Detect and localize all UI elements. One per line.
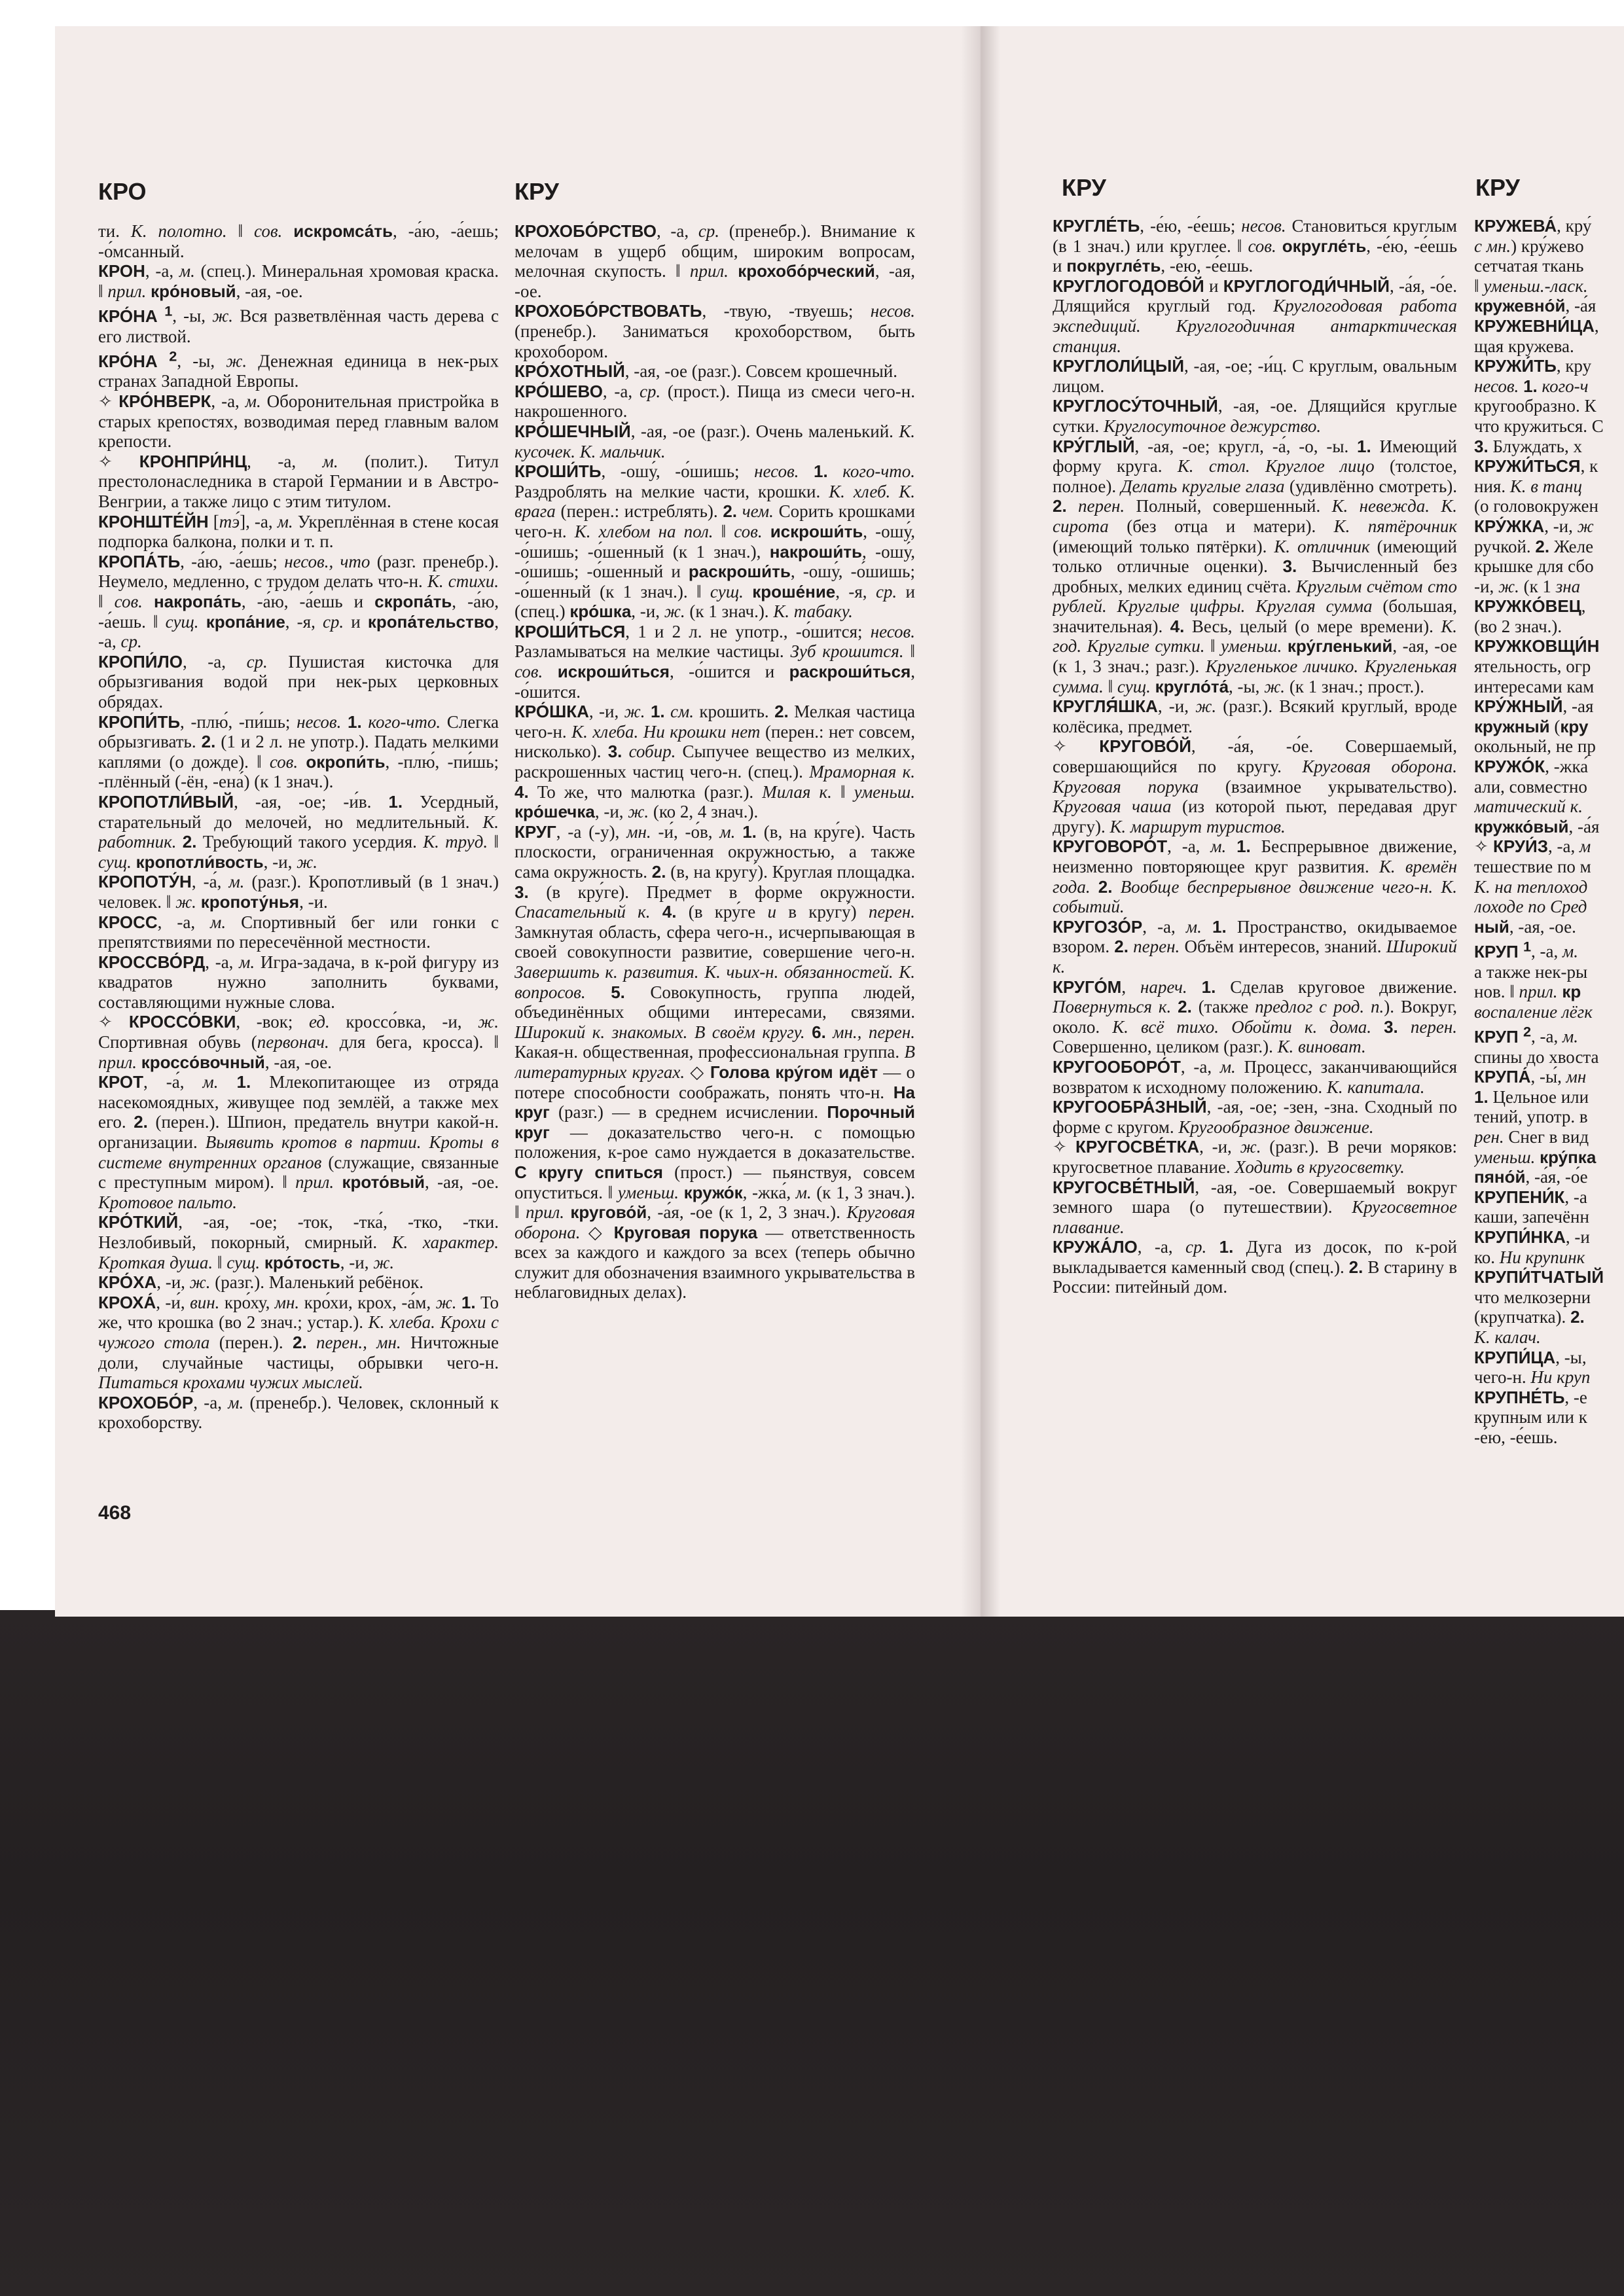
dictionary-entry: КРУЖИ́ТЬ, кру (1474, 356, 1592, 376)
dictionary-entry: КРУЖЕВА́, кру́ (1474, 216, 1592, 236)
dictionary-entry: КРОПИ́ЛО, -а, ср. Пушистая кисточка для обрызгивания водой при нек-рых церковных обрядах. (98, 651, 499, 711)
dictionary-entry: ти. К. полотно. ‖ сов. искромса́ть, -а́ю, -а́ешь; -о́мсанный. (98, 221, 499, 261)
scanner-background (0, 1610, 1624, 2296)
dictionary-entry: КРУГЛЯ́ШКА, -и, ж. (разг.). Всякий круглый, вроде колёсика, предмет. (1053, 696, 1457, 736)
dictionary-entry: а также нек-ры (1474, 961, 1588, 982)
dictionary-entry: КРО́ШЕВО, -а, ср. (прост.). Пища из смеси чего-н. накрошенного. (514, 381, 915, 422)
left-column-1 (98, 221, 499, 1504)
dictionary-entry: ✧ КРУГОСВЕ́ТКА, -и, ж. (разг.). В речи моряков: кругосветное плавание. Ходить в кругосветку. (1053, 1137, 1457, 1177)
dictionary-entry: КРУГООБРА́ЗНЫЙ, -ая, -ое; -зен, -зна. Сходный по форме с кругом. Кругообразное движение. (1053, 1097, 1457, 1137)
dictionary-entry: -и, ж. (к 1 зна (1474, 576, 1581, 596)
dictionary-entry: КРУГЛОГОДОВО́Й и КРУГЛОГОДИ́ЧНЫЙ, -а́я, -о́е. Длящийся круглый год. Круглогодовая работа экспедиций. Круглогодичная антарктическая станция. (1053, 276, 1457, 356)
dictionary-entry: 1. Цельное или (1474, 1086, 1589, 1107)
dictionary-entry: КРО́НА $^2$, -ы, ж. Денежная единица в нек-рых странах Западной Европы. (98, 348, 499, 391)
dictionary-entry: КРУГЛОЛИ́ЦЫЙ, -ая, -ое; -и́ц. С круглым, овальным лицом. (1053, 356, 1457, 396)
dictionary-entry: КРУГЛЕ́ТЬ, -е́ю, -е́ешь; несов. Становиться круглым (в 1 знач.) или круглее. ‖ сов. округле́ть, -е́ю, -е́ешь и покругле́ть, -е́ю, -е́ешь. (1053, 216, 1457, 276)
dictionary-entry: КРУЖКОВЩИ́Н (1474, 636, 1600, 656)
dictionary-entry: К. на теплоход (1474, 876, 1588, 897)
dictionary-entry: воспаление лёгк (1474, 1001, 1593, 1022)
dictionary-entry: крышке для сбо (1474, 556, 1594, 577)
dictionary-entry: ко. Ни крупинк (1474, 1247, 1585, 1267)
dictionary-entry: матический к. (1474, 797, 1583, 817)
dictionary-entry: КРУГЛОСУ́ТОЧНЫЙ, -ая, -ое. Длящийся круглые сутки. Круглосуточное дежурство. (1053, 396, 1457, 436)
dictionary-entry: КРУП $^1$, -а, м. (1474, 938, 1578, 962)
dictionary-entry: (во 2 знач.). (1474, 616, 1562, 636)
dictionary-entry: КРОШИ́ТЬСЯ, 1 и 2 л. не употр., -о́шится; несов. Разламываться на мелкие частицы. Зуб крошится. ‖ сов. искроши́ться, -о́шится и раскроши́ться, -о́шится. (514, 621, 915, 702)
dictionary-entry: КРОПОТУ́Н, -а́, м. (разг.). Кропотливый (в 1 знач.) человек. ‖ ж. кропоту́нья, -и. (98, 872, 499, 912)
dictionary-entry: -е́ю, -е́ешь. (1474, 1427, 1558, 1447)
dictionary-entry: КРОХОБО́Р, -а, м. (пренебр.). Человек, склонный к крохоборству. (98, 1392, 499, 1433)
dictionary-entry: кружный (кру (1474, 716, 1589, 736)
running-head-right-col3: КРУ (1062, 174, 1106, 201)
right-column-4-cut (1474, 216, 1624, 1499)
dictionary-entry: КРУПИ́ЦА, -ы, (1474, 1347, 1587, 1367)
dictionary-entry: КРО́ШЕЧНЫЙ, -ая, -ое (разг.). Очень маленький. К. кусочек. К. мальчик. (514, 421, 915, 461)
dictionary-entry: КРОШИ́ТЬ, -ошу́, -о́шишь; несов. 1. кого-что. Раздроблять на мелкие части, крошки. К. хлеб. К. врага (перен.: истреблять). 2. чем. Сорить крошками чего-н. К. хлебом на пол. ‖ сов. искроши́ть, -ошу́, -о́шишь; -о́шенный (к 1 знач.), накроши́ть, -ошу́, -о́шишь; -о́шенный и раскроши́ть, -ошу́, -о́шишь; -о́шенный (к 1 знач.). ‖ сущ. кроше́ние, -я, ср. и (спец.) кро́шка, -и, ж. (к 1 знач.). К. табаку. (514, 461, 915, 622)
dictionary-entry: КРО́ТКИЙ, -ая, -ое; -ток, -тка́, -тко, -тки. Незлобивый, покорный, смирный. К. характер. Кроткая душа. ‖ сущ. кро́тость, -и, ж. (98, 1212, 499, 1272)
dictionary-entry: КРО́ШКА, -и, ж. 1. см. крошить. 2. Мелкая частица чего-н. К. хлеба. Ни крошки нет (перен.: нет совсем, нисколько). 3. собир. Сыпучее вещество из мелких, раскрошенных частиц чего-н. (спец.). Мраморная к. 4. То же, что малютка (разг.). Милая к. ‖ уменьш. кро́шечка, -и, ж. (ко 2, 4 знач.). (514, 702, 915, 822)
dictionary-entry: ✧ КРО́НВЕРК, -а, м. Оборонительная пристройка в старых крепостях, возводимая перед главным валом крепости. (98, 391, 499, 452)
dictionary-entry: спины до хвоста (1474, 1047, 1599, 1067)
dictionary-entry: КРУЖО́К, -жка́ (1474, 757, 1589, 777)
running-head-right-col4: КРУ (1475, 174, 1520, 201)
dictionary-entry: ятельность, огр (1474, 656, 1591, 677)
dictionary-entry: лоходе по Сред (1474, 897, 1587, 917)
dictionary-entry: КРУГО́М, нареч. 1. Сделав круговое движение. Повернуться к. 2. (также предлог с род. п.). Вокруг, около. К. всё тихо. Обойти к. дома. 3. перен. Совершенно, целиком (разг.). К. виноват. (1053, 977, 1457, 1057)
book-gutter (961, 26, 1000, 1617)
dictionary-entry: КРУЖИ́ТЬСЯ, к (1474, 456, 1598, 476)
dictionary-entry: ✧ КРУИ́З, -а, м (1474, 836, 1591, 857)
dictionary-entry: КРОНШТЕ́ЙН [тэ́], -а, м. Укреплённая в стене косая подпорка балкона, полки и т. п. (98, 511, 499, 552)
dictionary-entry: К. калач. (1474, 1327, 1541, 1347)
dictionary-entry: кружевно́й, -а́я (1474, 296, 1597, 316)
dictionary-entry: КРОПОТЛИ́ВЫЙ, -ая, -ое; -и́в. 1. Усердный, старательный до мелочей, но медлительный. К. работник. 2. Требующий такого усердия. К. труд. ‖ сущ. кропотли́вость, -и, ж. (98, 791, 499, 872)
running-head-left-col2: КРУ (514, 178, 559, 205)
dictionary-entry: КРУГОЗО́Р, -а, м. 1. Пространство, окидываемое взором. 2. перен. Объём интересов, знаний. Широкий к. (1053, 916, 1457, 977)
dictionary-entry: КРОН, -а, м. (спец.). Минеральная хромовая краска. ‖ прил. кро́новый, -ая, -ое. (98, 261, 499, 301)
dictionary-entry: интересами кам (1474, 676, 1595, 696)
dictionary-entry: КРУГ, -а (-у), мн. -и́, -о́в, м. 1. (в, на кру́ге). Часть плоскости, ограниченная окружностью, а также сама окружность. 2. (в, на кругу́). Круглая площадка. 3. (в кру́ге). Предмет в форме окружности. Спасательный к. 4. (в кру́ге и в кругу́) перен. Замкнутая область, сфера чего-н., исчерпывающая в своей совокупности развитие, совершение чего-н. Завершить к. развития. К. чьих-н. обязанностей. К. вопросов. 5. Совокупность, группа людей, объединённых общими интересами, связями. Широкий к. знакомых. В своём кругу. 6. мн., перен. Какая-н. общественная, профессиональная группа. В литературных кругах. ◇ Голова кру́гом идёт — о потере способности соображать, понять что-н. На круг (разг.) — в среднем исчислении. Порочный круг — доказательство чего-н. с помощью положения, к-рое само нуждается в доказательстве. С кругу спиться (прост.) — пьянствуя, совсем опуститься. ‖ уменьш. кружо́к, -жка́, м. (к 1, 3 знач.). ‖ прил. кругово́й, -а́я, -о́е (к 1, 2, 3 знач.). Круговая оборона. ◇ Круговая порука — ответственность всех за каждого и каждого за всех (теперь обычно служит для обозначения взаимного укрывательства в неблаговидных делах). (514, 821, 915, 1302)
dictionary-entry: ручкой. 2. Желе (1474, 536, 1594, 556)
dictionary-entry: КРО́НА $^1$, -ы, ж. Вся разветвлённая часть дерева с его листвой. (98, 302, 499, 346)
dictionary-entry: КРУ́ЖКА, -и, ж (1474, 516, 1594, 536)
dictionary-entry: КРУПИ́ТЧАТЫЙ (1474, 1267, 1604, 1287)
dictionary-entry: пяно́й, -а́я, -о́е (1474, 1167, 1588, 1187)
dictionary-entry: ‖ уменьш.-ласк. (1474, 276, 1588, 296)
dictionary-entry: КРУПА́, -ы́, мн (1474, 1067, 1587, 1087)
dictionary-entry: КРУПИ́НКА, -и (1474, 1227, 1590, 1247)
dictionary-entry: ✧ КРОССО́ВКИ, -вок; ед. кроссо́вка, -и, ж. Спортивная обувь (первонач. для бега, кросса). ‖ прил. кроссо́вочный, -ая, -ое. (98, 1012, 499, 1072)
dictionary-entry: КРУЖКО́ВЕЦ, (1474, 596, 1586, 617)
dictionary-entry: КРУЖЕВНИ́ЦА, (1474, 315, 1599, 336)
dictionary-entry: кругообразно. К (1474, 396, 1597, 416)
dictionary-entry: КРУ́ЖНЫЙ, -ая (1474, 696, 1594, 717)
dictionary-entry: (крупчатка). 2. (1474, 1307, 1585, 1327)
dictionary-entry: чего-н. Ни круп (1474, 1367, 1591, 1388)
dictionary-entry: КРУП $^2$, -а, м. (1474, 1023, 1578, 1047)
dictionary-entry: КРУГОСВЕ́ТНЫЙ, -ая, -ое. Совершаемый вокруг земного шара (о путешествии). Кругосветное плавание. (1053, 1177, 1457, 1237)
dictionary-entry: ный, -ая, -ое. (1474, 916, 1576, 937)
dictionary-entry: тений, употр. в (1474, 1107, 1588, 1127)
dictionary-entry: сетчатая ткань (1474, 256, 1584, 276)
dictionary-entry: тешествие по м (1474, 857, 1591, 876)
dictionary-entry: КРО́ХА, -и, ж. (разг.). Маленький ребёнок. (98, 1272, 424, 1293)
dictionary-entry: КРОССВО́РД, -а, м. Игра-задача, в к-рой фигуру из квадратов нужно заполнить буквами, составляющими нужные слова. (98, 952, 499, 1012)
dictionary-entry: ния. К. в танц (1474, 476, 1582, 496)
left-column-2 (514, 221, 915, 1504)
dictionary-entry: ✧ КРУГОВО́Й, -а́я, -о́е. Совершаемый, совершающийся по кругу. Круговая оборона. Круговая порука (взаимное укрывательство). Круговая чаша (из которой пьют, передавая друг другу). К. маршрут туристов. (1053, 736, 1457, 836)
dictionary-entry: КРУЖА́ЛО, -а, ср. 1. Дуга из досок, по к-рой выкладывается каменный свод (спец.). 2. В старину в России: питейный дом. (1053, 1237, 1457, 1297)
dictionary-entry: (о головокружен (1474, 496, 1598, 516)
dictionary-entry: КРУПНЕ́ТЬ, -е (1474, 1387, 1587, 1407)
dictionary-entry: что кружиться. С (1474, 416, 1604, 436)
dictionary-entry: КРОТ, -а́, м. 1. Млекопитающее из отряда насекомоядных, живущее под землёй, а также мех его. 2. (перен.). Шпион, предатель внутри какой-н. организации. Выявить кротов в партии. Кроты в системе внутренних органов (служащие, связанные с преступным миром). ‖ прил. крото́вый, -ая, -ое. Кротовое пальто. (98, 1072, 499, 1212)
right-column-3 (1053, 216, 1457, 1499)
dictionary-entry: КРО́ХОТНЫЙ, -ая, -ое (разг.). Совсем крошечный. (514, 361, 897, 382)
dictionary-entry: крупным или к (1474, 1407, 1587, 1427)
dictionary-entry: КРУПЕНИ́К, -а (1474, 1187, 1587, 1207)
running-head-left-col1: КРО (98, 178, 147, 205)
dictionary-entry: КРОПА́ТЬ, -а́ю, -а́ешь; несов., что (разг. пренебр.). Неумело, медленно, с трудом делать что-н. К. стихи. ‖ сов. накропа́ть, -а́ю, -а́ешь и скропа́ть, -а́ю, -а́ешь. ‖ сущ. кропа́ние, -я, ср. и кропа́тельство, -а, ср. (98, 551, 499, 652)
dictionary-entry: КРОХОБО́РСТВО, -а, ср. (пренебр.). Внимание к мелочам в ущерб общим, широким вопросам, мелочная скупость. ‖ прил. крохобо́рческий, -ая, -ое. (514, 221, 915, 301)
dictionary-entry: КРОПИ́ТЬ, -плю́, -пи́шь; несов. 1. кого-что. Слегка обрызгивать. 2. (1 и 2 л. не употр.). Падать мелкими каплями (о дожде). ‖ сов. окропи́ть, -плю́, -пи́шь; -плённый (-ён, -ена́) (к 1 знач.). (98, 711, 499, 792)
dictionary-entry: с мн.) кру́жево (1474, 236, 1584, 256)
dictionary-entry: что мелкозерни (1474, 1287, 1591, 1307)
dictionary-entry: нов. ‖ прил. кр (1474, 982, 1581, 1002)
dictionary-entry: КРУ́ГЛЫЙ, -ая, -ое; кругл, -а́, -о, -ы. 1. Имеющий форму круга. К. стол. Круглое лицо (толстое, полное). Делать круглые глаза (удивлённо смотреть). 2. перен. Полный, совершенный. К. невежда. К. сирота (без отца и матери). К. пятёрочник (имеющий только пятёрки). К. отличник (имеющий только отличные оценки). 3. Вычисленный без дробных, мелких единиц счёта. Круглым счётом сто рублей. Круглые цифры. Круглая сумма (большая, значительная). 4. Весь, целый (о мере времени). К. год. Круглые сутки. ‖ уменьш. кру́гленький, -ая, -ое (к 1, 3 знач.; разг.). Кругленькое личико. Кругленькая сумма. ‖ сущ. кругло́та́, -ы, ж. (к 1 знач.; прост.). (1053, 436, 1457, 696)
dictionary-entry: кружко́вый, -а́я (1474, 816, 1600, 836)
dictionary-entry: рен. Снег в вид (1474, 1127, 1589, 1147)
dictionary-entry: окольный, не пр (1474, 736, 1596, 757)
dictionary-entry: КРОХОБО́РСТВОВАТЬ, -твую, -твуешь; несов. (пренебр.). Заниматься крохоборством, быть крохобором. (514, 301, 915, 361)
dictionary-entry: 3. Блуждать, х (1474, 436, 1582, 456)
dictionary-entry: КРОХА́, -и́, вин. кро́ху, мн. кро́хи, крох, -а́м, ж. 1. То же, что крошка (во 2 знач.; устар.). К. хлеба. Крохи с чужого стола (перен.). 2. перен., мн. Ничтожные доли, случайные частицы, обрывки чего-н. Питаться крохами чужих мыслей. (98, 1292, 499, 1393)
dictionary-entry: уменьш. кру́пка (1474, 1147, 1597, 1167)
dictionary-entry: КРОСС, -а, м. Спортивный бег или гонки с препятствиями по пересечённой местности. (98, 912, 499, 952)
dictionary-entry: КРУГОВОРО́Т, -а, м. 1. Беспрерывное движение, неизменно повторяющее круг развития. К. времён года. 2. Вообще беспрерывное движение чего-н. К. событий. (1053, 836, 1457, 917)
dictionary-entry: каши, запечённ (1474, 1207, 1589, 1227)
dictionary-entry: ✧ КРОНПРИ́НЦ, -а, м. (полит.). Титул престолонаследника в старой Германии и в Австро-Венгрии, а также лицо с этим титулом. (98, 451, 499, 512)
dictionary-entry: несов. 1. кого-ч (1474, 376, 1589, 396)
dictionary-entry: али, совместно (1474, 776, 1587, 797)
dictionary-entry: щая кружева. (1474, 336, 1574, 356)
page-number: 468 (98, 1502, 132, 1524)
dictionary-entry: КРУГООБОРО́Т, -а, м. Процесс, заканчивающийся возвратом к исходному положению. К. капитала. (1053, 1056, 1457, 1097)
